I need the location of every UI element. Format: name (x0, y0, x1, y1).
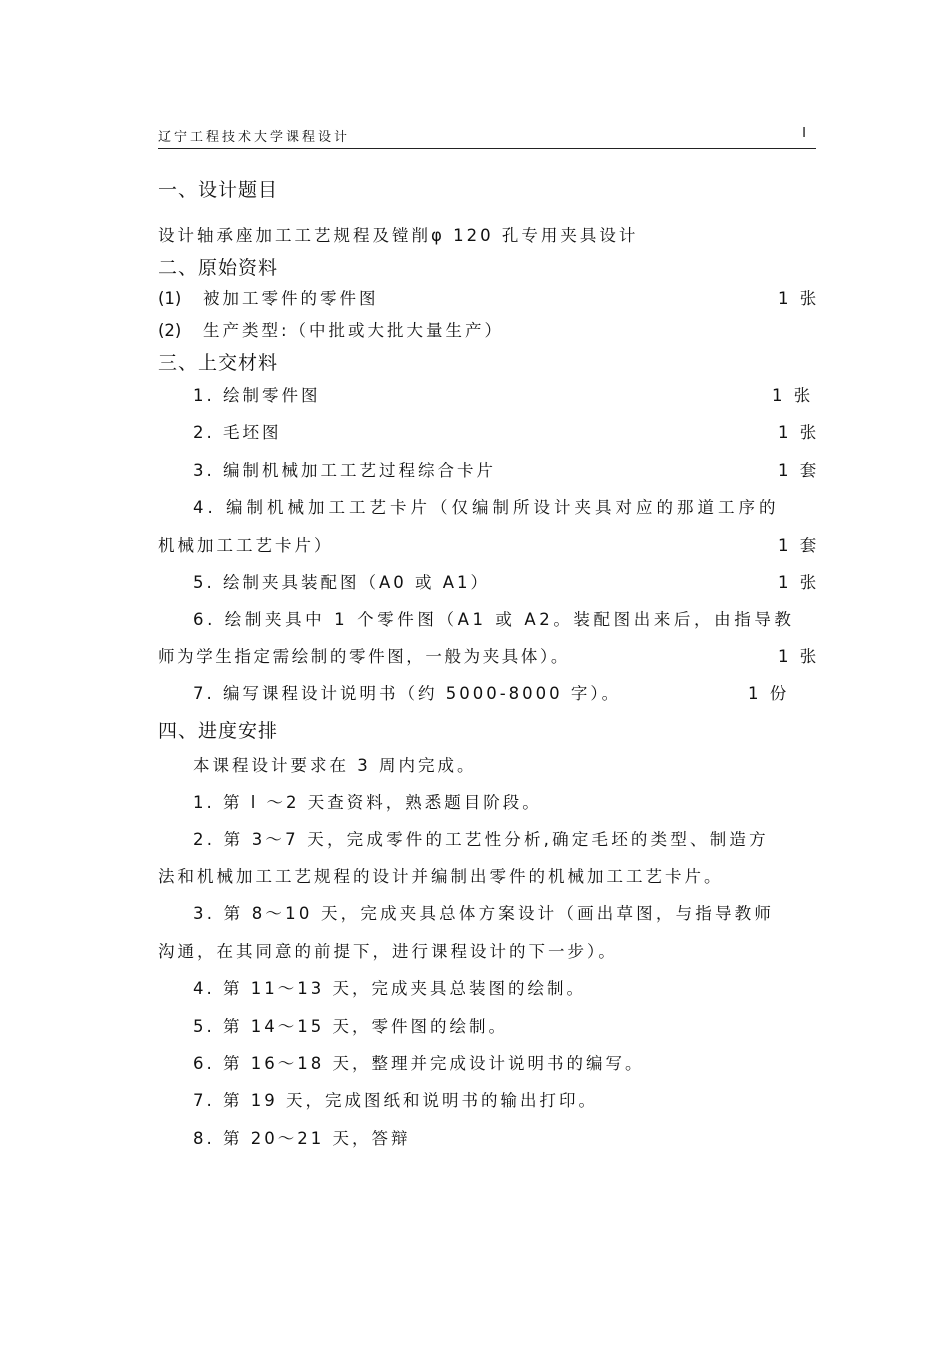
page-number: I (802, 126, 806, 141)
list-item: 5. 第 14～15 天，零件图的绘制。 (193, 1017, 508, 1036)
list-item: 8. 第 20～21 天，答辩 (193, 1129, 411, 1148)
list-item: 3. 编制机械加工工艺过程综合卡片 (193, 461, 496, 480)
list-item: 2. 第 3～7 天，完成零件的工艺性分析,确定毛坯的类型、制造方 (193, 830, 769, 849)
item-qty: 1 张 (778, 423, 820, 442)
section-heading-materials: 二、原始资料 (158, 257, 279, 279)
item-qty: 1 张 (772, 386, 814, 405)
item-qty: 1 套 (778, 536, 820, 555)
item-qty: 1 套 (778, 461, 820, 480)
section-heading-topic: 一、设计题目 (158, 179, 279, 201)
page-header (158, 126, 816, 149)
topic-text: 设计轴承座加工工艺规程及镗削φ 120 孔专用夹具设计 (158, 226, 639, 245)
list-item-continuation: 沟通，在其同意的前提下，进行课程设计的下一步）。 (158, 942, 618, 961)
list-item: 4. 编制机械加工工艺卡片（仅编制所设计夹具对应的那道工序的 (193, 498, 780, 517)
list-item: 5. 绘制夹具装配图（A0 或 A1） (193, 573, 491, 592)
item-qty: 1 张 (778, 647, 820, 666)
item-qty: 1 张 (778, 573, 820, 592)
schedule-intro: 本课程设计要求在 3 周内完成。 (193, 756, 477, 775)
list-item: 1. 绘制零件图 (193, 386, 321, 405)
list-item: 7. 编写课程设计说明书（约 5000-8000 字）。 (193, 684, 622, 703)
list-item: 1. 第 l ～2 天查资料，熟悉题目阶段。 (193, 793, 542, 812)
list-item: 7. 第 19 天，完成图纸和说明书的输出打印。 (193, 1091, 598, 1110)
item-text: 生产类型:（中批或大批大量生产） (203, 321, 505, 340)
item-qty: 1 份 (748, 684, 790, 703)
list-item: 6. 绘制夹具中 1 个零件图（A1 或 A2。装配图出来后，由指导教 (193, 610, 795, 629)
item-label: (2) (158, 321, 182, 340)
list-item-continuation: 法和机械加工工艺规程的设计并编制出零件的机械加工工艺卡片。 (158, 867, 724, 886)
section-heading-deliverables: 三、上交材料 (158, 352, 279, 374)
list-item-continuation: 机械加工工艺卡片） (158, 536, 334, 555)
item-qty: 1 张 (778, 289, 820, 308)
header-title: 辽宁工程技术大学课程设计 (158, 130, 351, 145)
list-item-continuation: 师为学生指定需绘制的零件图，一般为夹具体）。 (158, 647, 570, 666)
list-item: 3. 第 8～10 天，完成夹具总体方案设计（画出草图，与指导教师 (193, 904, 775, 923)
section-heading-schedule: 四、进度安排 (158, 720, 279, 742)
list-item: 4. 第 11～13 天，完成夹具总装图的绘制。 (193, 979, 586, 998)
item-text: 被加工零件的零件图 (203, 289, 379, 308)
list-item: 6. 第 16～18 天，整理并完成设计说明书的编写。 (193, 1054, 645, 1073)
item-label: (1) (158, 289, 182, 308)
list-item: 2. 毛坯图 (193, 423, 282, 442)
